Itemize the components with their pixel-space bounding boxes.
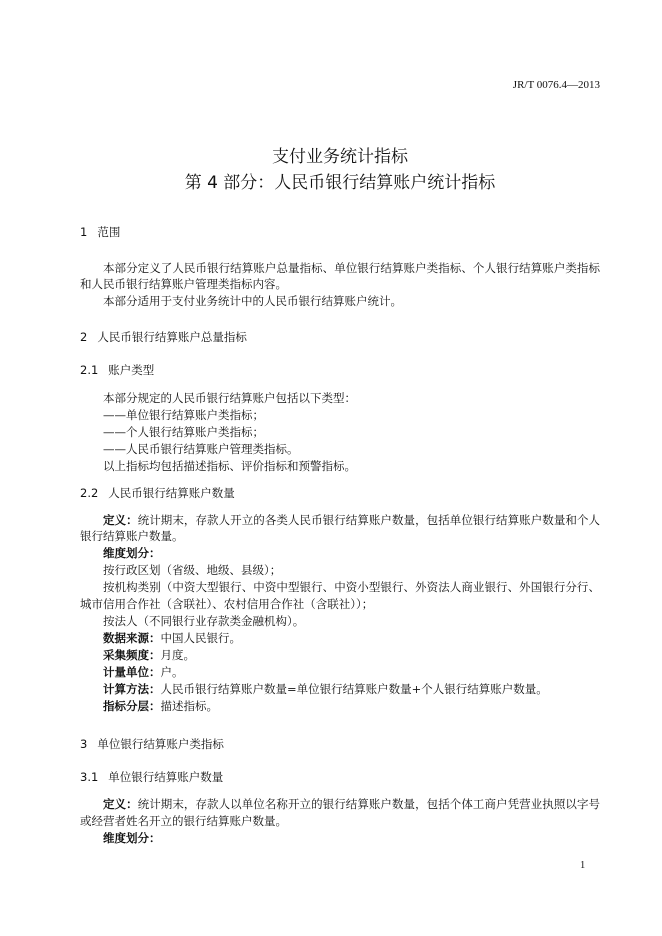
field-value: 月度。 [160, 648, 195, 662]
section-heading-2-2 [80, 485, 235, 501]
dimensions-label: 维度划分： [103, 546, 161, 560]
section-number: 2.2 [80, 486, 99, 500]
section-title: 范围 [97, 225, 121, 239]
section-number: 2 [80, 330, 88, 344]
dimension-by-type-line-1: 按机构类别（中资大型银行、中资中型银行、中资小型银行、外资法人商业银行、外国银行分行、 [103, 580, 600, 594]
field-label: 计量单位： [103, 665, 161, 679]
section-title: 单位银行结算账户数量 [108, 770, 224, 784]
page-number: 1 [580, 860, 586, 871]
section-title: 人民币银行结算账户总量指标 [97, 330, 247, 344]
unit-row [103, 664, 184, 680]
section-title: 账户类型 [108, 363, 155, 377]
field-label: 定义： [103, 513, 138, 527]
definition-line-2: 或经营者姓名开立的银行结算账户数量。 [80, 814, 287, 828]
scope-paragraph-1-line-1: 本部分定义了人民币银行结算账户总量指标、单位银行结算账户类指标、个人银行结算账户类指标 [103, 261, 600, 275]
document-subtitle: 第 4 部分：人民币银行结算账户统计指标 [184, 173, 496, 193]
method-row [103, 681, 548, 697]
section-number: 2.1 [80, 363, 99, 377]
scope-paragraph-1-line-2: 和人民币银行结算账户管理类指标内容。 [80, 277, 287, 291]
definition-line-1 [103, 512, 600, 528]
frequency-row [103, 647, 195, 663]
section-heading-3-1 [80, 769, 223, 785]
section-number: 3 [80, 737, 88, 751]
data-source-row [103, 630, 241, 646]
account-types-intro: 本部分规定的人民币银行结算账户包括以下类型： [103, 391, 356, 405]
dimension-by-type-line-2: 城市信用合作社（含联社）、农村信用合作社（含联社））； [80, 597, 374, 611]
account-types-note: 以上指标均包括描述指标、评价指标和预警指标。 [103, 459, 356, 473]
section-number: 3.1 [80, 770, 99, 784]
section-heading-1 [80, 224, 120, 240]
section-title: 单位银行结算账户类指标 [97, 737, 224, 751]
list-item: ——单位银行结算账户类指标； [103, 408, 264, 422]
field-value: 中国人民银行。 [160, 631, 241, 645]
scope-paragraph-2: 本部分适用于支付业务统计中的人民币银行结算账户统计。 [103, 294, 402, 308]
section-heading-3 [80, 736, 224, 752]
dimension-by-region: 按行政区划（省级、地级、县级）； [103, 563, 282, 577]
definition-line-1 [103, 796, 600, 812]
layer-row [103, 698, 218, 714]
dimension-by-legal: 按法人（不同银行业存款类金融机构）。 [103, 614, 305, 628]
field-value: 统计期末，存款人以单位名称开立的银行结算账户数量，包括个体工商户凭营业执照以字号 [137, 797, 601, 811]
dimensions-label: 维度划分： [103, 831, 161, 845]
field-value: 统计期末，存款人开立的各类人民币银行结算账户数量，包括单位银行结算账户数量和个人 [137, 513, 601, 527]
document-title: 支付业务统计指标 [272, 147, 408, 167]
section-heading-2-1 [80, 362, 154, 378]
field-value: 描述指标。 [160, 699, 218, 713]
field-label: 采集频度： [103, 648, 161, 662]
section-title: 人民币银行结算账户数量 [108, 486, 235, 500]
field-label: 数据来源： [103, 631, 161, 645]
section-number: 1 [80, 225, 88, 239]
field-value: 人民币银行结算账户数量=单位银行结算账户数量+个人银行结算账户数量。 [160, 682, 548, 696]
field-label: 定义： [103, 797, 138, 811]
list-item: ——人民币银行结算账户管理类指标。 [103, 442, 299, 456]
list-item: ——个人银行结算账户类指标； [103, 425, 264, 439]
definition-line-2: 银行结算账户数量。 [80, 529, 184, 543]
document-code: JR/T 0076.4—2013 [512, 79, 600, 91]
field-label: 计算方法： [103, 682, 161, 696]
section-heading-2 [80, 329, 247, 345]
field-value: 户。 [160, 665, 184, 679]
field-label: 指标分层： [103, 699, 161, 713]
